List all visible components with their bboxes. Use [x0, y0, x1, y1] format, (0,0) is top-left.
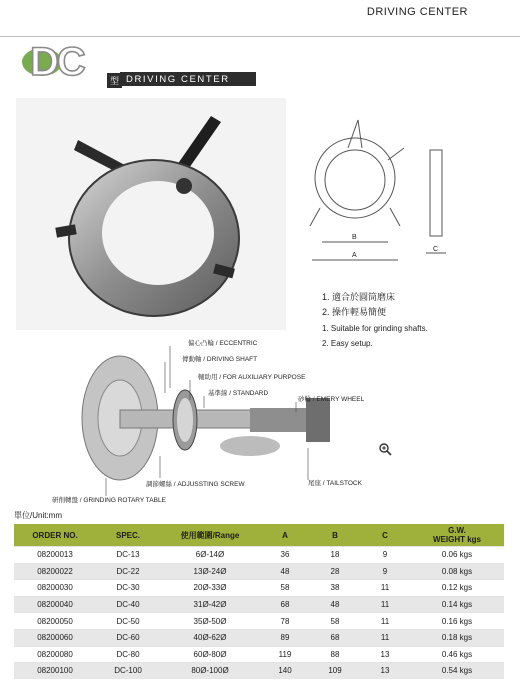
- table-cell-a: 68: [260, 596, 310, 613]
- table-cell-spec: DC-30: [96, 580, 160, 597]
- table-cell-range: 60Ø-80Ø: [160, 646, 260, 663]
- table-unit: 單位/Unit:mm: [14, 511, 62, 520]
- table-cell-a: 58: [260, 580, 310, 597]
- table-row: [14, 663, 504, 679]
- table-row: [14, 563, 504, 580]
- table-cell-spec: DC-60: [96, 629, 160, 646]
- table-cell-a: 89: [260, 629, 310, 646]
- table-cell-c: 11: [360, 596, 410, 613]
- table-cell-a: 140: [260, 663, 310, 679]
- col-a: A: [260, 524, 310, 547]
- table-cell-spec: DC-80: [96, 646, 160, 663]
- callout-eccentric: 偏心凸輪 / ECCENTRIC: [188, 340, 258, 347]
- col-order: ORDER NO.: [14, 524, 96, 547]
- table-cell-order: 08200022: [14, 563, 96, 580]
- table-cell-c: 9: [360, 563, 410, 580]
- table-cell-w: 0.06 kgs: [410, 547, 504, 564]
- note-zh-1: 1. 適合於圓筒磨床: [322, 292, 396, 302]
- col-weight: [410, 524, 504, 547]
- col-spec: SPEC.: [96, 524, 160, 547]
- table-row: [14, 646, 504, 663]
- callout-tailstock: 尾座 / TAILSTOCK: [308, 480, 362, 487]
- table-cell-range: 40Ø-62Ø: [160, 629, 260, 646]
- table-cell-b: 18: [310, 547, 360, 564]
- callout-adjusting-screw: 調節螺絲 / ADJUSSTING SCREW: [146, 481, 245, 488]
- callout-auxiliary: 輔助用 / FOR AUXILIARY PURPOSE: [198, 374, 306, 381]
- table-cell-w: 0.08 kgs: [410, 563, 504, 580]
- table-cell-spec: DC-100: [96, 663, 160, 679]
- table-cell-range: 80Ø-100Ø: [160, 663, 260, 679]
- table-cell-spec: DC-50: [96, 613, 160, 630]
- table-row: [14, 596, 504, 613]
- machine-illustration: [52, 338, 390, 504]
- table-cell-a: 48: [260, 563, 310, 580]
- table-cell-range: 13Ø-24Ø: [160, 563, 260, 580]
- table-cell-range: 6Ø-14Ø: [160, 547, 260, 564]
- table-cell-b: 48: [310, 596, 360, 613]
- note-en-1: 1. Suitable for grinding shafts.: [322, 324, 428, 333]
- spec-table: [14, 524, 504, 679]
- table-row: [14, 629, 504, 646]
- table-cell-c: 9: [360, 547, 410, 564]
- table-row: [14, 580, 504, 597]
- model-char: 型: [107, 73, 122, 88]
- col-weight-line1: G.W.: [448, 526, 466, 535]
- dim-a-label: A: [352, 252, 357, 259]
- table-cell-order: 08200040: [14, 596, 96, 613]
- table-cell-b: 109: [310, 663, 360, 679]
- table-cell-c: 11: [360, 629, 410, 646]
- table-cell-order: 08200080: [14, 646, 96, 663]
- table-cell-b: 38: [310, 580, 360, 597]
- table-header-row: [14, 524, 504, 547]
- table-cell-w: 0.18 kgs: [410, 629, 504, 646]
- banner-subtitle: DRIVING CENTER: [126, 74, 230, 85]
- table-cell-order: 08200030: [14, 580, 96, 597]
- table-cell-c: 13: [360, 646, 410, 663]
- callout-emery-wheel: 砂輪 / EMERY WHEEL: [298, 396, 365, 403]
- zoom-icon[interactable]: [378, 442, 392, 456]
- table-cell-b: 58: [310, 613, 360, 630]
- table-cell-a: 119: [260, 646, 310, 663]
- header-divider: [0, 36, 520, 37]
- table-cell-c: 11: [360, 580, 410, 597]
- callout-driving-shaft: 傳動軸 / DRIVING SHAFT: [182, 356, 258, 363]
- ring-inner: [102, 181, 214, 285]
- dimension-diagram: [300, 108, 460, 278]
- table-cell-c: 11: [360, 613, 410, 630]
- page-header-title: DRIVING CENTER: [366, 6, 468, 18]
- table-cell-spec: DC-22: [96, 563, 160, 580]
- col-b: B: [310, 524, 360, 547]
- product-photo: [16, 98, 286, 330]
- table-cell-a: 36: [260, 547, 310, 564]
- table-cell-b: 28: [310, 563, 360, 580]
- col-c: C: [360, 524, 410, 547]
- dim-b-label: B: [352, 234, 357, 241]
- col-weight-line2: WEIGHT kgs: [432, 535, 481, 544]
- table-cell-order: 08200060: [14, 629, 96, 646]
- table-cell-order: 08200100: [14, 663, 96, 679]
- callout-rotary-table: 研削轉盤 / GRINDING ROTARY TABLE: [52, 497, 166, 504]
- note-en-2: 2. Easy setup.: [322, 339, 373, 348]
- table-cell-order: 08200013: [14, 547, 96, 564]
- note-zh-2: 2. 操作輕易簡便: [322, 307, 387, 317]
- table-cell-c: 13: [360, 663, 410, 679]
- table-cell-order: 08200050: [14, 613, 96, 630]
- table-cell-a: 78: [260, 613, 310, 630]
- table-cell-w: 0.54 kgs: [410, 663, 504, 679]
- table-cell-b: 68: [310, 629, 360, 646]
- table-cell-range: 20Ø-33Ø: [160, 580, 260, 597]
- table-cell-w: 0.12 kgs: [410, 580, 504, 597]
- table-cell-b: 88: [310, 646, 360, 663]
- table-cell-spec: DC-40: [96, 596, 160, 613]
- table-cell-range: 35Ø-50Ø: [160, 613, 260, 630]
- table-cell-range: 31Ø-42Ø: [160, 596, 260, 613]
- table-cell-w: 0.46 kgs: [410, 646, 504, 663]
- product-logo: DC: [30, 40, 84, 84]
- table-cell-w: 0.16 kgs: [410, 613, 504, 630]
- dim-c-label: C: [433, 246, 439, 253]
- table-cell-spec: DC-13: [96, 547, 160, 564]
- table-cell-w: 0.14 kgs: [410, 596, 504, 613]
- col-range: 使用範圍/Range: [160, 524, 260, 547]
- callout-standard: 基準線 / STANDARD: [208, 390, 269, 397]
- table-row: [14, 613, 504, 630]
- table-row: [14, 547, 504, 564]
